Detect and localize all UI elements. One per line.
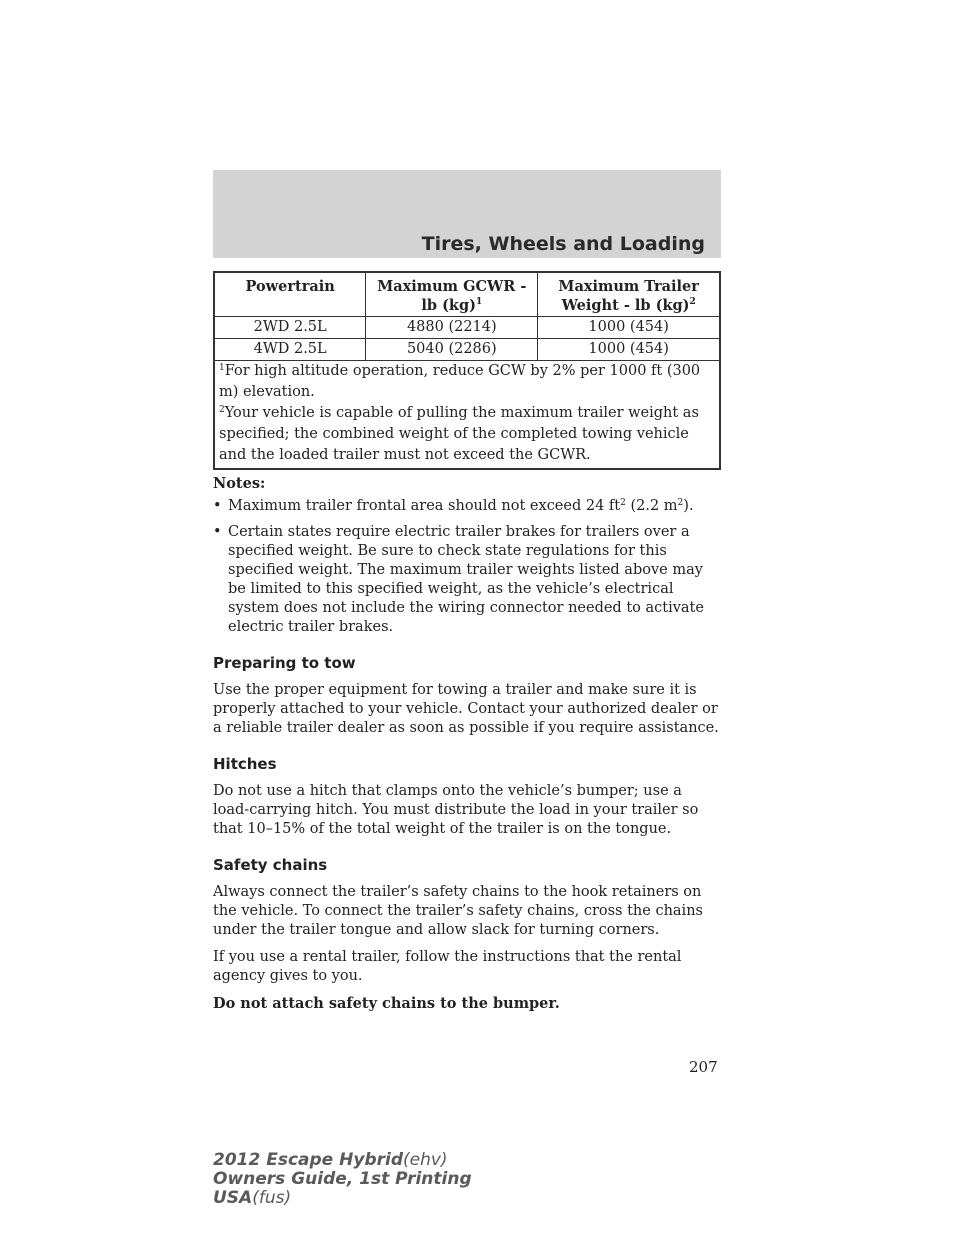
document-footer (213, 1151, 472, 1208)
footer-line-3: USA(fus) (213, 1188, 292, 1208)
cell-gcwr: 5040 (2286) (366, 339, 538, 361)
heading-safety-chains: Safety chains (213, 856, 328, 874)
page-number: 207 (689, 1058, 718, 1076)
cell-powertrain: 4WD 2.5L (214, 339, 366, 361)
paragraph-safety-chains: Always connect the trailer’s safety chains to the hook retainers on the vehicle. To connect the trailer’s safety chains, cross the chains under the trailer tongue and allow slack for turning corners. (213, 884, 703, 938)
towing-spec-table (213, 271, 721, 470)
paragraph-hitches: Do not use a hitch that clamps onto the vehicle’s bumper; use a load-carrying hitch. You must distribute the load in your trailer so that 10–15% of the total weight of the trailer is on the tongue. (213, 783, 699, 837)
header-trailer-weight: Maximum Trailer Weight - lb (kg)$^2$ (538, 272, 720, 317)
cell-trailer-weight: 1000 (454) (538, 317, 720, 339)
table-row (214, 339, 720, 361)
list-item: • Maximum trailer frontal area should not exceed 24 $ft^2$ (2.2 $m^2$). (213, 498, 694, 514)
footnote-1: $^1$For high altitude operation, reduce GCW by 2% per 1000 ft (300 m) elevation. (219, 363, 701, 400)
footnote-2: $^2$Your vehicle is capable of pulling the maximum trailer weight as specified; the combined weight of the completed towing vehicle and the loaded trailer must not exceed the GCWR. (219, 405, 699, 463)
heading-preparing-to-tow: Preparing to tow (213, 654, 356, 672)
table-header-row (214, 272, 720, 317)
section-title: Tires, Wheels and Loading (421, 233, 705, 255)
page-content (213, 271, 721, 1021)
paragraph-rental-trailer: If you use a rental trailer, follow the instructions that the rental agency gives to you. (213, 949, 682, 984)
paragraph-preparing-to-tow: Use the proper equipment for towing a trailer and make sure it is properly attached to your vehicle. Contact your authorized dealer or a reliable trailer dealer as soon as possible if you require assistance. (213, 682, 719, 736)
heading-hitches: Hitches (213, 755, 277, 773)
cell-trailer-weight: 1000 (454) (538, 339, 720, 361)
table-footnotes-row (214, 361, 720, 470)
list-item: • Certain states require electric trailer brakes for trailers over a specified weight. Be sure to check state regulations for this specified weight. The maximum trailer weights listed above may be limited to this specified weight, as the vehicle’s electrical system does not include the wiring connector needed to activate electric trailer brakes. (213, 524, 704, 635)
bullet-icon: • (213, 524, 222, 540)
warning-bumper: Do not attach safety chains to the bumper. (213, 995, 560, 1012)
cell-powertrain: 2WD 2.5L (214, 317, 366, 339)
header-gcwr: Maximum GCWR - lb (kg)$^1$ (366, 272, 538, 317)
table-footnotes (214, 361, 720, 470)
bullet-icon: • (213, 498, 222, 514)
footer-line-1: 2012 Escape Hybrid(ehv) (213, 1150, 448, 1170)
header-powertrain: Powertrain (214, 272, 366, 317)
notes-label: Notes: (213, 475, 266, 492)
footer-line-2: Owners Guide, 1st Printing (213, 1169, 472, 1189)
table-row (214, 317, 720, 339)
cell-gcwr: 4880 (2214) (366, 317, 538, 339)
notes-list (213, 497, 721, 637)
header-band (213, 170, 721, 258)
